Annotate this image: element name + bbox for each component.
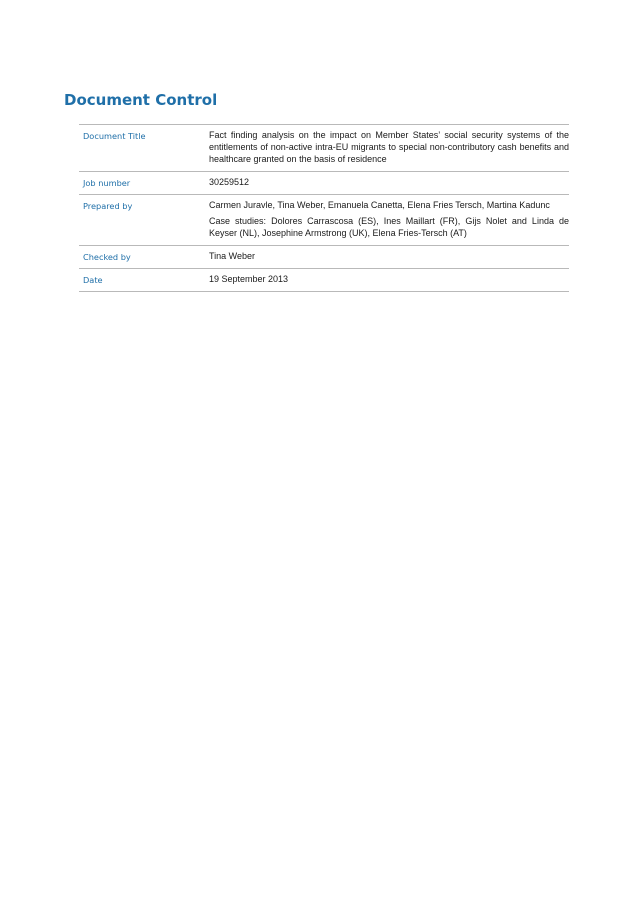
row-value (209, 195, 569, 246)
table-row-date (79, 269, 569, 292)
row-value (209, 269, 569, 292)
document-control-table (79, 124, 569, 292)
page-title: Document Control (64, 91, 218, 109)
row-label: Prepared by (79, 195, 209, 246)
value-paragraph: Case studies: Dolores Carrascosa (ES), Ines Maillart (FR), Gijs Nolet and Linda de Keyser (NL), Josephine Armstrong (UK), Elena Fries-Tersch (AT) (209, 216, 569, 238)
value-paragraph: Tina Weber (209, 251, 256, 261)
table-row-job-number (79, 172, 569, 195)
table-row-checked-by (79, 246, 569, 269)
row-value (209, 125, 569, 172)
row-value (209, 246, 569, 269)
row-label: Document Title (79, 125, 209, 172)
row-label: Checked by (79, 246, 209, 269)
value-paragraph: Fact finding analysis on the impact on Member States’ social security systems of the entitlements of non-active intra-EU migrants to special non-contributory cash benefits and healthcare granted on the basis of residence (209, 130, 569, 164)
value-paragraph: Carmen Juravle, Tina Weber, Emanuela Canetta, Elena Fries Tersch, Martina Kadunc (209, 200, 550, 210)
table-row-prepared-by (79, 195, 569, 246)
row-label: Date (79, 269, 209, 292)
row-label: Job number (79, 172, 209, 195)
row-value (209, 172, 569, 195)
value-paragraph: 30259512 (209, 177, 250, 187)
value-paragraph: 19 September 2013 (209, 274, 289, 284)
table-row-document-title (79, 125, 569, 172)
